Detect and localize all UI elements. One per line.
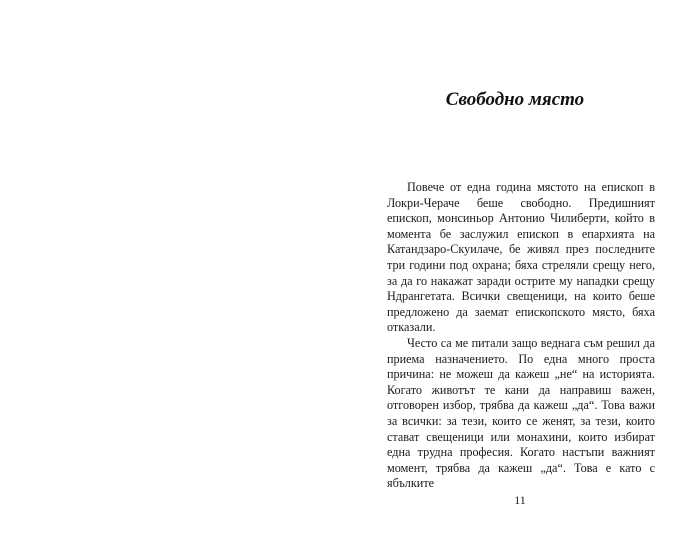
body-text — [387, 180, 655, 492]
paragraph-1: Повече от една година мястото на епископ в Локри-Черачe беше свободно. Предишният епископ, монсиньор Антонио Чилиберти, който в момента бе заслужил епископ в епархията на Катандзаро-Скуилаче, бе живял през последните три години под охрана; бяха стреляли срещу него, за да го накажат заради острите му нападки срещу Ндрангетата. Всички свещеници, на които беше предложено да заемат епископското място, бяха отказали. — [387, 180, 655, 335]
page-number: 11 — [514, 493, 526, 507]
chapter-title: Свободно място — [445, 89, 585, 110]
paragraph-2: Често са ме питали защо веднага съм решил да приема назначението. По една много проста причина: не можеш да кажеш „не“ на историята. Когато животът те кани да направиш важен, отговорен избор, трябва да кажеш „да“. Това важи за всички: за тези, които се женят, за тези, които стават свещеници или монахини, които избират една трудна професия. Когато настъпи важният момент, трябва да кажеш „да“. Това е като с ябълките — [387, 335, 655, 491]
